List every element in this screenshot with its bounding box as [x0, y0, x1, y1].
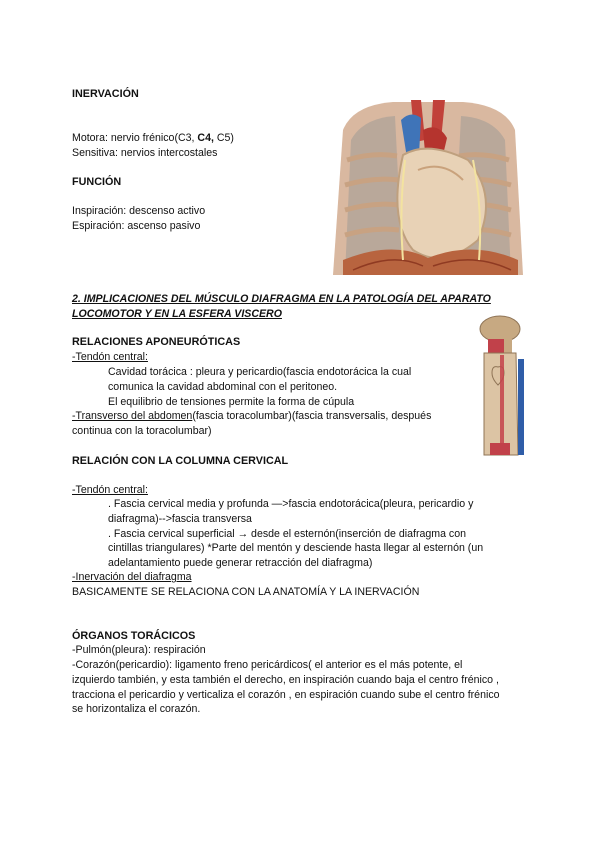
- corazon-line3: tracciona el pericardio y verticaliza el corazón , en espiración cuando sube el centro frénico: [72, 689, 500, 701]
- organos-heading: ÓRGANOS TORÁCICOS: [72, 630, 196, 642]
- corazon-line2: izquierdo también, y esta también el derecho, en inspiración cuando baja el centro frénico ,: [72, 674, 499, 686]
- body-figure-image: [478, 315, 530, 463]
- motora-suffix: C5): [213, 132, 234, 144]
- espiracion-line: Espiración: ascenso pasivo: [72, 220, 201, 232]
- relaciones-tendon-label: -Tendón central:: [72, 351, 148, 363]
- fascia-media-line1: . Fascia cervical media y profunda —>fascia endotorácica(pleura, pericardio y: [108, 498, 474, 510]
- motora-line: [72, 132, 234, 144]
- cavidad-line2: comunica la cavidad abdominal con el peritoneo.: [108, 381, 338, 393]
- cervical-tendon-label: -Tendón central:: [72, 484, 148, 496]
- inspiracion-line: Inspiración: descenso activo: [72, 205, 206, 217]
- fascia-sup-line1: . Fascia cervical superficial → desde el esternón(inserción de diafragma con: [108, 528, 467, 540]
- relaciones-heading: RELACIONES APONEURÓTICAS: [72, 336, 241, 348]
- corazon-line4: se horizontaliza el corazón.: [72, 703, 201, 715]
- transverso-line: [72, 410, 431, 422]
- pulmon-line: -Pulmón(pleura): respiración: [72, 644, 206, 656]
- basicamente-line: BASICAMENTE SE RELACIONA CON LA ANATOMÍA Y LA INERVACIÓN: [72, 586, 420, 598]
- corazon-line1: -Corazón(pericardio): ligamento freno pericárdicos( el anterior es el más potente, el: [72, 659, 463, 671]
- section2-title-line2: LOCOMOTOR Y EN LA ESFERA VISCERO: [72, 308, 282, 320]
- sensitiva-line: Sensitiva: nervios intercostales: [72, 147, 218, 159]
- continua-line: continua con la toracolumbar): [72, 425, 212, 437]
- thorax-anatomy-image: [333, 100, 523, 275]
- funcion-heading: FUNCIÓN: [72, 176, 122, 188]
- motora-bold: C4,: [197, 132, 214, 144]
- motora-prefix: Motora: nervio frénico(C3,: [72, 132, 198, 144]
- fascia-sup-line3: adelantamiento puede generar retracción del diafragma): [108, 557, 373, 569]
- inervacion-diafragma-label: -Inervación del diafragma: [72, 571, 192, 583]
- fascia-media-line2: diafragma)-->fascia transversa: [108, 513, 252, 525]
- cervical-heading: RELACIÓN CON LA COLUMNA CERVICAL: [72, 455, 289, 467]
- equilibrio-line: El equilibrio de tensiones permite la forma de cúpula: [108, 396, 355, 408]
- section2-title-line1: 2. IMPLICACIONES DEL MÚSCULO DIAFRAGMA EN LA PATOLOGÍA DEL APARATO: [72, 293, 491, 305]
- cavidad-line1: Cavidad torácica : pleura y pericardio(fascia endotorácica la cual: [108, 366, 412, 378]
- inervacion-heading: INERVACIÓN: [72, 88, 139, 100]
- fascia-sup-line2: cintillas triangulares) *Parte del mentón y desciende hasta llegar al esternón (un: [108, 542, 484, 554]
- transverso-rest: (fascia toracolumbar)(fascia transversalis, después: [192, 410, 432, 422]
- transverso-label: -Transverso del abdomen: [72, 410, 193, 422]
